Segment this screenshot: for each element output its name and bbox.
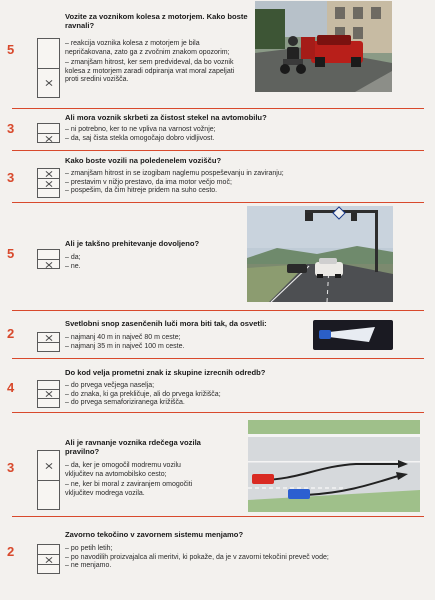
question-1 xyxy=(0,0,435,108)
answer-box-2[interactable] xyxy=(38,390,59,399)
answer-box-1[interactable] xyxy=(38,39,59,69)
question-8 xyxy=(0,516,435,600)
answer-box-2[interactable] xyxy=(38,69,59,97)
question-text: Kako boste vozili na poledenelem vozišču? xyxy=(65,156,222,165)
answer-box-1[interactable] xyxy=(38,545,59,555)
answer-option-2: – prestavim v nižjo prestavo, da ima motor večjo moč; xyxy=(65,178,232,186)
answer-option-2: – do znaka, ki ga prekličuje, ali do prvega križišča; xyxy=(65,390,221,398)
points-badge: 2 xyxy=(7,544,15,559)
answer-list xyxy=(65,382,365,408)
question-2 xyxy=(0,108,435,150)
answer-box-1[interactable] xyxy=(38,451,59,481)
answer-box-2[interactable] xyxy=(38,179,59,189)
answer-option-1: – zmanjšam hitrost in se izogibam naglemu pospeševanju in zaviranju; xyxy=(65,170,284,177)
points-badge: 3 xyxy=(7,121,15,136)
answer-option-1: – po petih letih; xyxy=(65,545,113,552)
answer-option-1: – do prvega večjega naselja; xyxy=(65,382,155,389)
answer-box-3[interactable] xyxy=(38,565,59,573)
answer-box-2[interactable] xyxy=(38,481,59,509)
answer-list xyxy=(65,40,247,85)
question-text: Do kod velja prometni znak iz skupine izrecnih odredb? xyxy=(65,368,266,377)
answer-option-1: – reakcija voznika kolesa z motorjem je bila nepričakovana, zato ga z zvočnim znakom opozorim; xyxy=(65,40,230,56)
question-text: Ali je takšno prehitevanje dovoljeno? xyxy=(65,239,200,248)
question-text: Vozite za voznikom kolesa z motorjem. Kako boste ravnali? xyxy=(65,12,248,31)
question-4 xyxy=(0,202,435,310)
question-5 xyxy=(0,310,435,358)
answer-list xyxy=(65,126,365,143)
points-badge: 4 xyxy=(7,380,15,395)
answer-option-3: – pospešim, da čim hitreje pridem na suho cesto. xyxy=(65,187,218,195)
answer-option-2: – zmanjšam hitrost, ker sem predvideval, da bo voznik kolesa z motorjem zaradi odpiranja vrat moral zapeljati proti sredini vozišča. xyxy=(65,59,235,84)
merging-lane-diagram xyxy=(248,420,420,512)
points-badge: 2 xyxy=(7,326,15,341)
answer-box-3[interactable] xyxy=(38,189,59,197)
question-text: Svetlobni snop zasenčenih luči mora biti tak, da osvetli: xyxy=(65,319,267,328)
answer-grid xyxy=(37,123,60,143)
answer-option-1: – da; xyxy=(65,254,81,261)
answer-box-2[interactable] xyxy=(38,260,59,269)
answer-grid xyxy=(37,380,60,408)
answer-option-2: – po navodilih proizvajalca ali meritvi, ki pokaže, da je v zavorni tekočini preveč vode; xyxy=(65,553,329,561)
question-text: Zavorno tekočino v zavornem sistemu menjamo? xyxy=(65,530,244,539)
question-3 xyxy=(0,150,435,202)
answer-box-1[interactable] xyxy=(38,169,59,179)
answer-option-1: – ni potrebno, ker to ne vpliva na varnost vožnje; xyxy=(65,126,216,133)
points-badge: 5 xyxy=(7,42,15,57)
answer-grid xyxy=(37,38,60,98)
overtaking-road-photo xyxy=(247,206,393,302)
answer-grid xyxy=(37,544,60,574)
answer-box-2[interactable] xyxy=(38,134,59,143)
answer-box-1[interactable] xyxy=(38,333,59,343)
question-text: Ali je ravnanje voznika rdečega vozila pravilno? xyxy=(65,438,201,457)
answer-box-2[interactable] xyxy=(38,343,59,352)
points-badge: 3 xyxy=(7,170,15,185)
question-text: Ali mora voznik skrbeti za čistost stekel na avtomobilu? xyxy=(65,113,267,122)
answer-box-3[interactable] xyxy=(38,399,59,407)
answer-option-1: – da, ker je omogočil modremu vozilu vključitev na avtomobilsko cesto; xyxy=(65,462,181,478)
answer-box-2[interactable] xyxy=(38,555,59,565)
answer-grid xyxy=(37,450,60,510)
answer-grid xyxy=(37,168,60,198)
answer-list xyxy=(65,254,215,271)
answer-option-2: – ne. xyxy=(65,262,81,270)
answer-option-3: – ne menjamo. xyxy=(65,562,112,570)
headlight-beam-icon xyxy=(313,320,393,350)
question-6 xyxy=(0,358,435,410)
answer-list xyxy=(65,462,210,498)
answer-grid xyxy=(37,249,60,269)
answer-box-1[interactable] xyxy=(38,124,59,134)
answer-list xyxy=(65,334,265,351)
answer-box-1[interactable] xyxy=(38,381,59,390)
answer-option-2: – da, saj čista stekla omogočajo dobro vidljivost. xyxy=(65,134,215,142)
answer-option-2: – ne, ker bi moral z zaviranjem omogočiti vključitev modrega vozila. xyxy=(65,481,193,497)
answer-option-1: – najmanj 40 m in največ 80 m ceste; xyxy=(65,334,181,341)
points-badge: 5 xyxy=(7,246,15,261)
points-badge: 3 xyxy=(7,460,15,475)
answer-list xyxy=(65,170,405,196)
answer-grid xyxy=(37,332,60,352)
motorcyclist-door-photo xyxy=(255,1,392,92)
question-7 xyxy=(0,412,435,516)
answer-option-3: – do prvega semaforiziranega križišča. xyxy=(65,399,185,407)
answer-box-1[interactable] xyxy=(38,250,59,260)
answer-list xyxy=(65,545,415,571)
answer-option-2: – najmanj 35 m in največ 100 m ceste. xyxy=(65,342,185,350)
